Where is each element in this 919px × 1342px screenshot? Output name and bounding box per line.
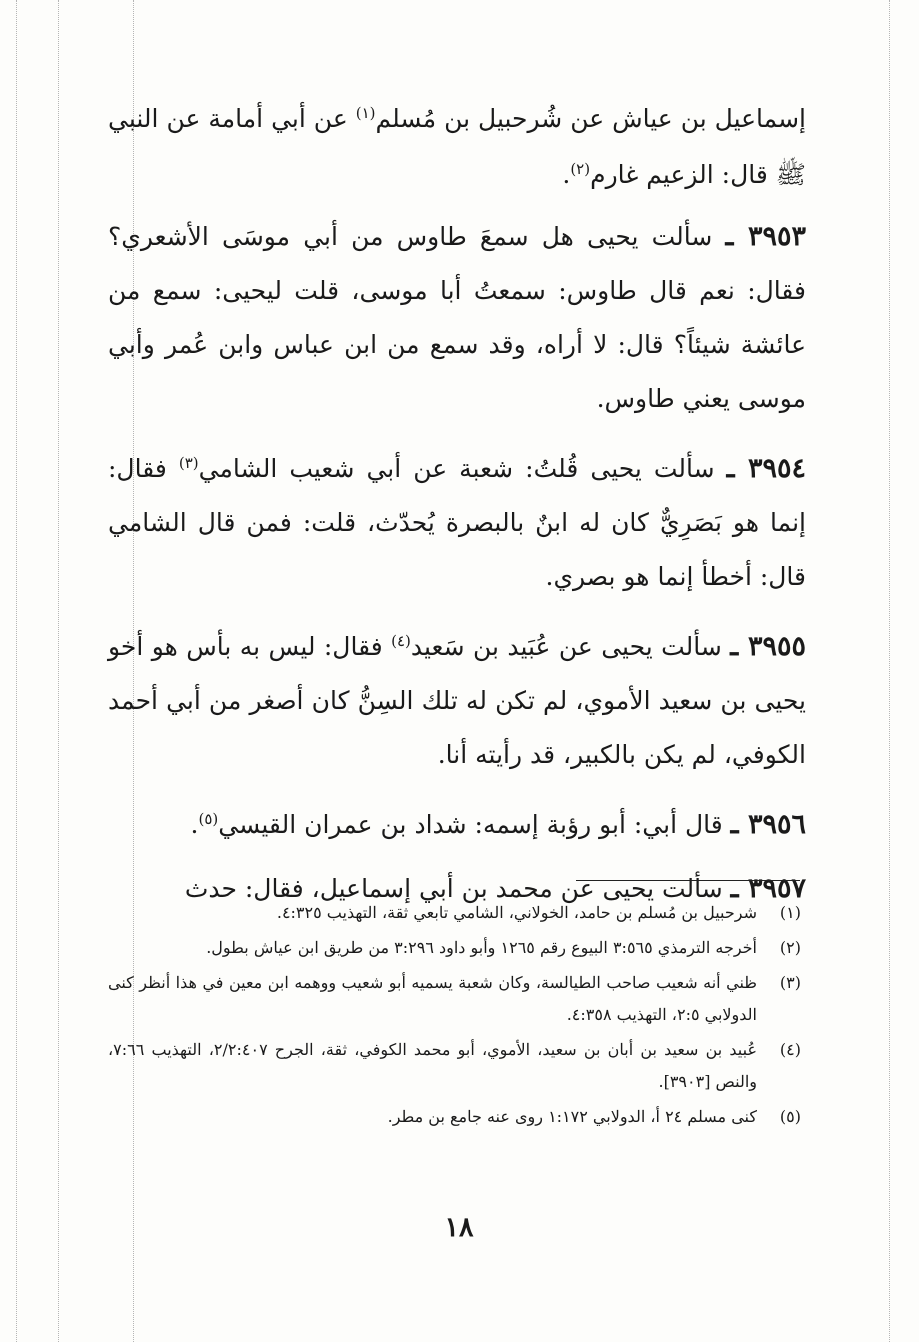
paragraph xyxy=(108,210,806,426)
footnote-label: (١) xyxy=(779,903,801,922)
footnotes xyxy=(108,897,801,1136)
footnote-label: (٢) xyxy=(779,938,801,957)
footnote-text: كنى مسلم ٢٤ أ، الدولابي ١:١٧٢ روى عنه جامع بن مطر. xyxy=(387,1107,757,1126)
footnote-text: شرحبيل بن مُسلم بن حامد، الخولاني، الشامي تابعي ثقة، التهذيب ٤:٣٢٥. xyxy=(276,903,757,922)
paragraph xyxy=(108,88,806,200)
paragraph-text: سألت يحيى قُلتُ: شعبة عن أبي شعيب الشامي xyxy=(198,454,727,483)
paragraph-text: سألت يحيى عن محمد بن أبي إسماعيل، فقال: حدث xyxy=(184,874,731,903)
paragraph xyxy=(108,792,806,852)
footnote-reference: (٤) xyxy=(391,632,411,650)
footnote-text: أخرجه الترمذي ٣:٥٦٥ البيوع رقم ١٢٦٥ وأبو داود ٣:٢٩٦ من طريق ابن عياش بطول. xyxy=(206,938,757,957)
footnote-divider xyxy=(576,880,800,881)
entry-number: ٣٩٥٣ ـ xyxy=(725,221,806,252)
page-number: ١٨ xyxy=(444,1212,474,1243)
footnote-item xyxy=(108,1101,801,1133)
footnote-label: (٤) xyxy=(779,1040,801,1059)
scan-guide-line xyxy=(889,0,890,1342)
paragraph xyxy=(108,614,806,782)
paragraph-text: . xyxy=(562,160,571,189)
paragraph-text: فقال: ليس به بأس هو أخو يحيى بن سعيد الأموي، لم تكن له تلك السِنُّ كان أصغر من أبي أحمد الكوفي، لم يكن بالكبير، قد رأيته أنا. xyxy=(108,632,806,769)
entry-number: ٣٩٥٧ ـ xyxy=(730,873,806,904)
footnote-label: (٥) xyxy=(779,1107,801,1126)
entry-number: ٣٩٥٥ ـ xyxy=(730,631,806,662)
scan-guide-line xyxy=(58,0,59,1342)
paragraph-text: عن أبي أمامة عن النبي ﷺ قال: الزعيم غارم xyxy=(108,104,806,189)
entry-number: ٣٩٥٤ ـ xyxy=(726,453,807,484)
paragraph-text: إسماعيل بن عياش عن شُرحبيل بن مُسلم xyxy=(375,104,807,133)
paragraph-text: . xyxy=(190,810,199,839)
footnote-item xyxy=(108,967,801,1031)
scan-guide-line xyxy=(16,0,17,1342)
paragraph-text: سألت يحيى هل سمعَ طاوس من أبي موسَى الأشعري؟ فقال: نعم قال طاوس: سمعتُ أبا موسى، قلت ليحيى: سمع من عائشة شيئاً؟ قال: لا أراه، وقد سمع من ابن عباس وابن عُمر وأبي موسى يعني طاوس. xyxy=(108,222,806,413)
paragraph-text: قال أبي: أبو رؤبة إسمه: شداد بن عمران القيسي xyxy=(218,810,731,839)
paragraph xyxy=(108,436,806,604)
footnote-reference: (٢) xyxy=(570,160,591,178)
footnote-text: ظني أنه شعيب صاحب الطيالسة، وكان شعبة يسميه أبو شعيب ووهمه ابن معين في هذا أنظر كنى الدولابي ٢:٥، التهذيب ٤:٣٥٨. xyxy=(108,973,757,1024)
footnote-item xyxy=(108,897,801,929)
footnote-text: عُبيد بن سعيد بن أبان بن سعيد، الأموي، أبو محمد الكوفي، ثقة، الجرح ٢/٢:٤٠٧، التهذيب ٧:٦٦، والنص [٣٩٠٣]. xyxy=(108,1040,757,1091)
paragraph-text: سألت يحيى عن عُبَيد بن سَعيد xyxy=(410,632,731,661)
entry-number: ٣٩٥٦ ـ xyxy=(730,809,806,840)
footnote-reference: (٥) xyxy=(198,810,219,828)
footnote-item xyxy=(108,932,801,964)
footnote-reference: (١) xyxy=(355,104,376,122)
footnote-label: (٣) xyxy=(779,973,801,992)
main-text xyxy=(108,88,806,926)
footnote-reference: (٣) xyxy=(178,454,199,472)
paragraph-text: فقال: إنما هو بَصَرِيٌّ كان له ابنٌ بالبصرة يُحدّث، قلت: فمن قال الشامي قال: أخطأ إنما هو بصري. xyxy=(108,454,806,591)
footnote-item xyxy=(108,1034,801,1098)
